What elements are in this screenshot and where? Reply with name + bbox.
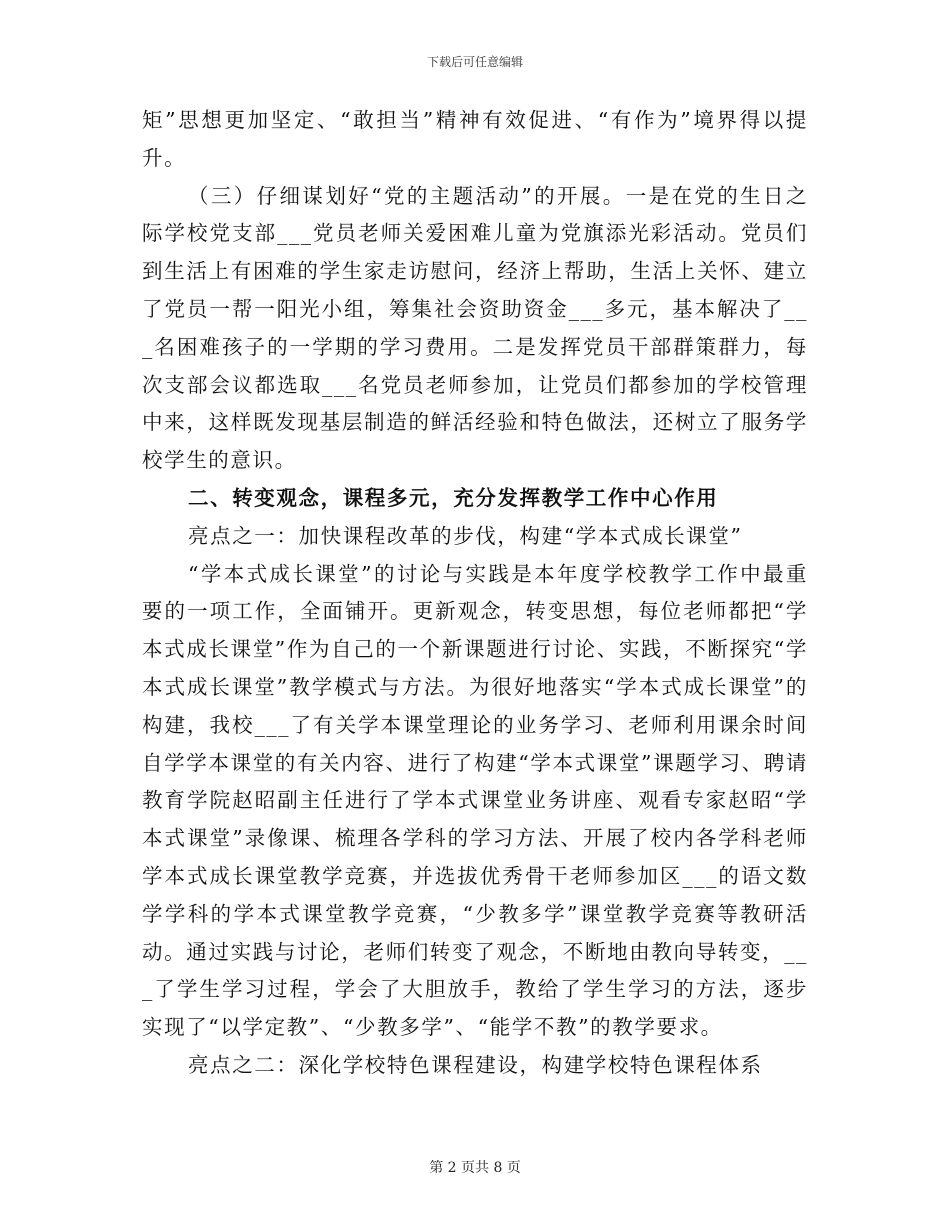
paragraph-continuation: 矩”思想更加坚定、“敢担当”精神有效促进、“有作为”境界得以提升。	[142, 108, 808, 170]
document-body	[142, 102, 808, 1085]
page-header: 下载后可任意编辑	[426, 55, 523, 69]
page-footer: 第 2 页共 8 页	[429, 1160, 521, 1176]
paragraph-growth-classroom: “学本式成长课堂”的讨论与实践是本年度学校教学工作中最重要的一项工作，全面铺开。更新观念，转变思想，每位老师都把“学本式成长课堂”作为自己的一个新课题进行讨论、实践，不断探究“学本式成长课堂”教学模式与方法。为很好地落实“学本式成长课堂”的构建，我校___了有关学本课堂理论的业务学习、老师利用课余时间自学学本课堂的有关内容、进行了构建“学本式课堂”课题学习、聘请教育学院赵昭副主任进行了学本式课堂业务讲座、观看专家赵昭“学本式课堂”录像课、梳理各学科的学习方法、开展了校内各学科老师学本式成长课堂教学竞赛，并选拔优秀骨干老师参加区___的语文数学学科的学本式课堂教学竞赛，“少教多学”课堂教学竞赛等教研活动。通过实践与讨论，老师们转变了观念，不断地由教向导转变，___了学生学习过程，学会了大胆放手，教给了学生学习的方法，逐步实现了“以学定教”、“少教多学”、“能学不教”的教学要求。	[142, 561, 808, 1040]
highlight-two-title: 亮点之二：深化学校特色课程建设，构建学校特色课程体系	[188, 1052, 763, 1077]
highlight-one-title: 亮点之一：加快课程改革的步伐，构建“学本式成长课堂”	[188, 523, 743, 548]
section-heading: 二、转变观念，课程多元，充分发挥教学工作中心作用	[188, 485, 719, 510]
paragraph-party-activities: （三）仔细谋划好“党的主题活动”的开展。一是在党的生日之际学校党支部___党员老师关爱困难儿童为党旗添光彩活动。党员们到生活上有困难的学生家走访慰问，经济上帮助，生活上关怀、建立了党员一帮一阳光小组，筹集社会资助资金___多元，基本解决了___名困难孩子的一学期的学习费用。二是发挥党员干部群策群力，每次支部会议都选取___名党员老师参加，让党员们都参加的学校管理中来，这样既发现基层制造的鲜活经验和特色做法，还树立了服务学校学生的意识。	[142, 183, 808, 473]
